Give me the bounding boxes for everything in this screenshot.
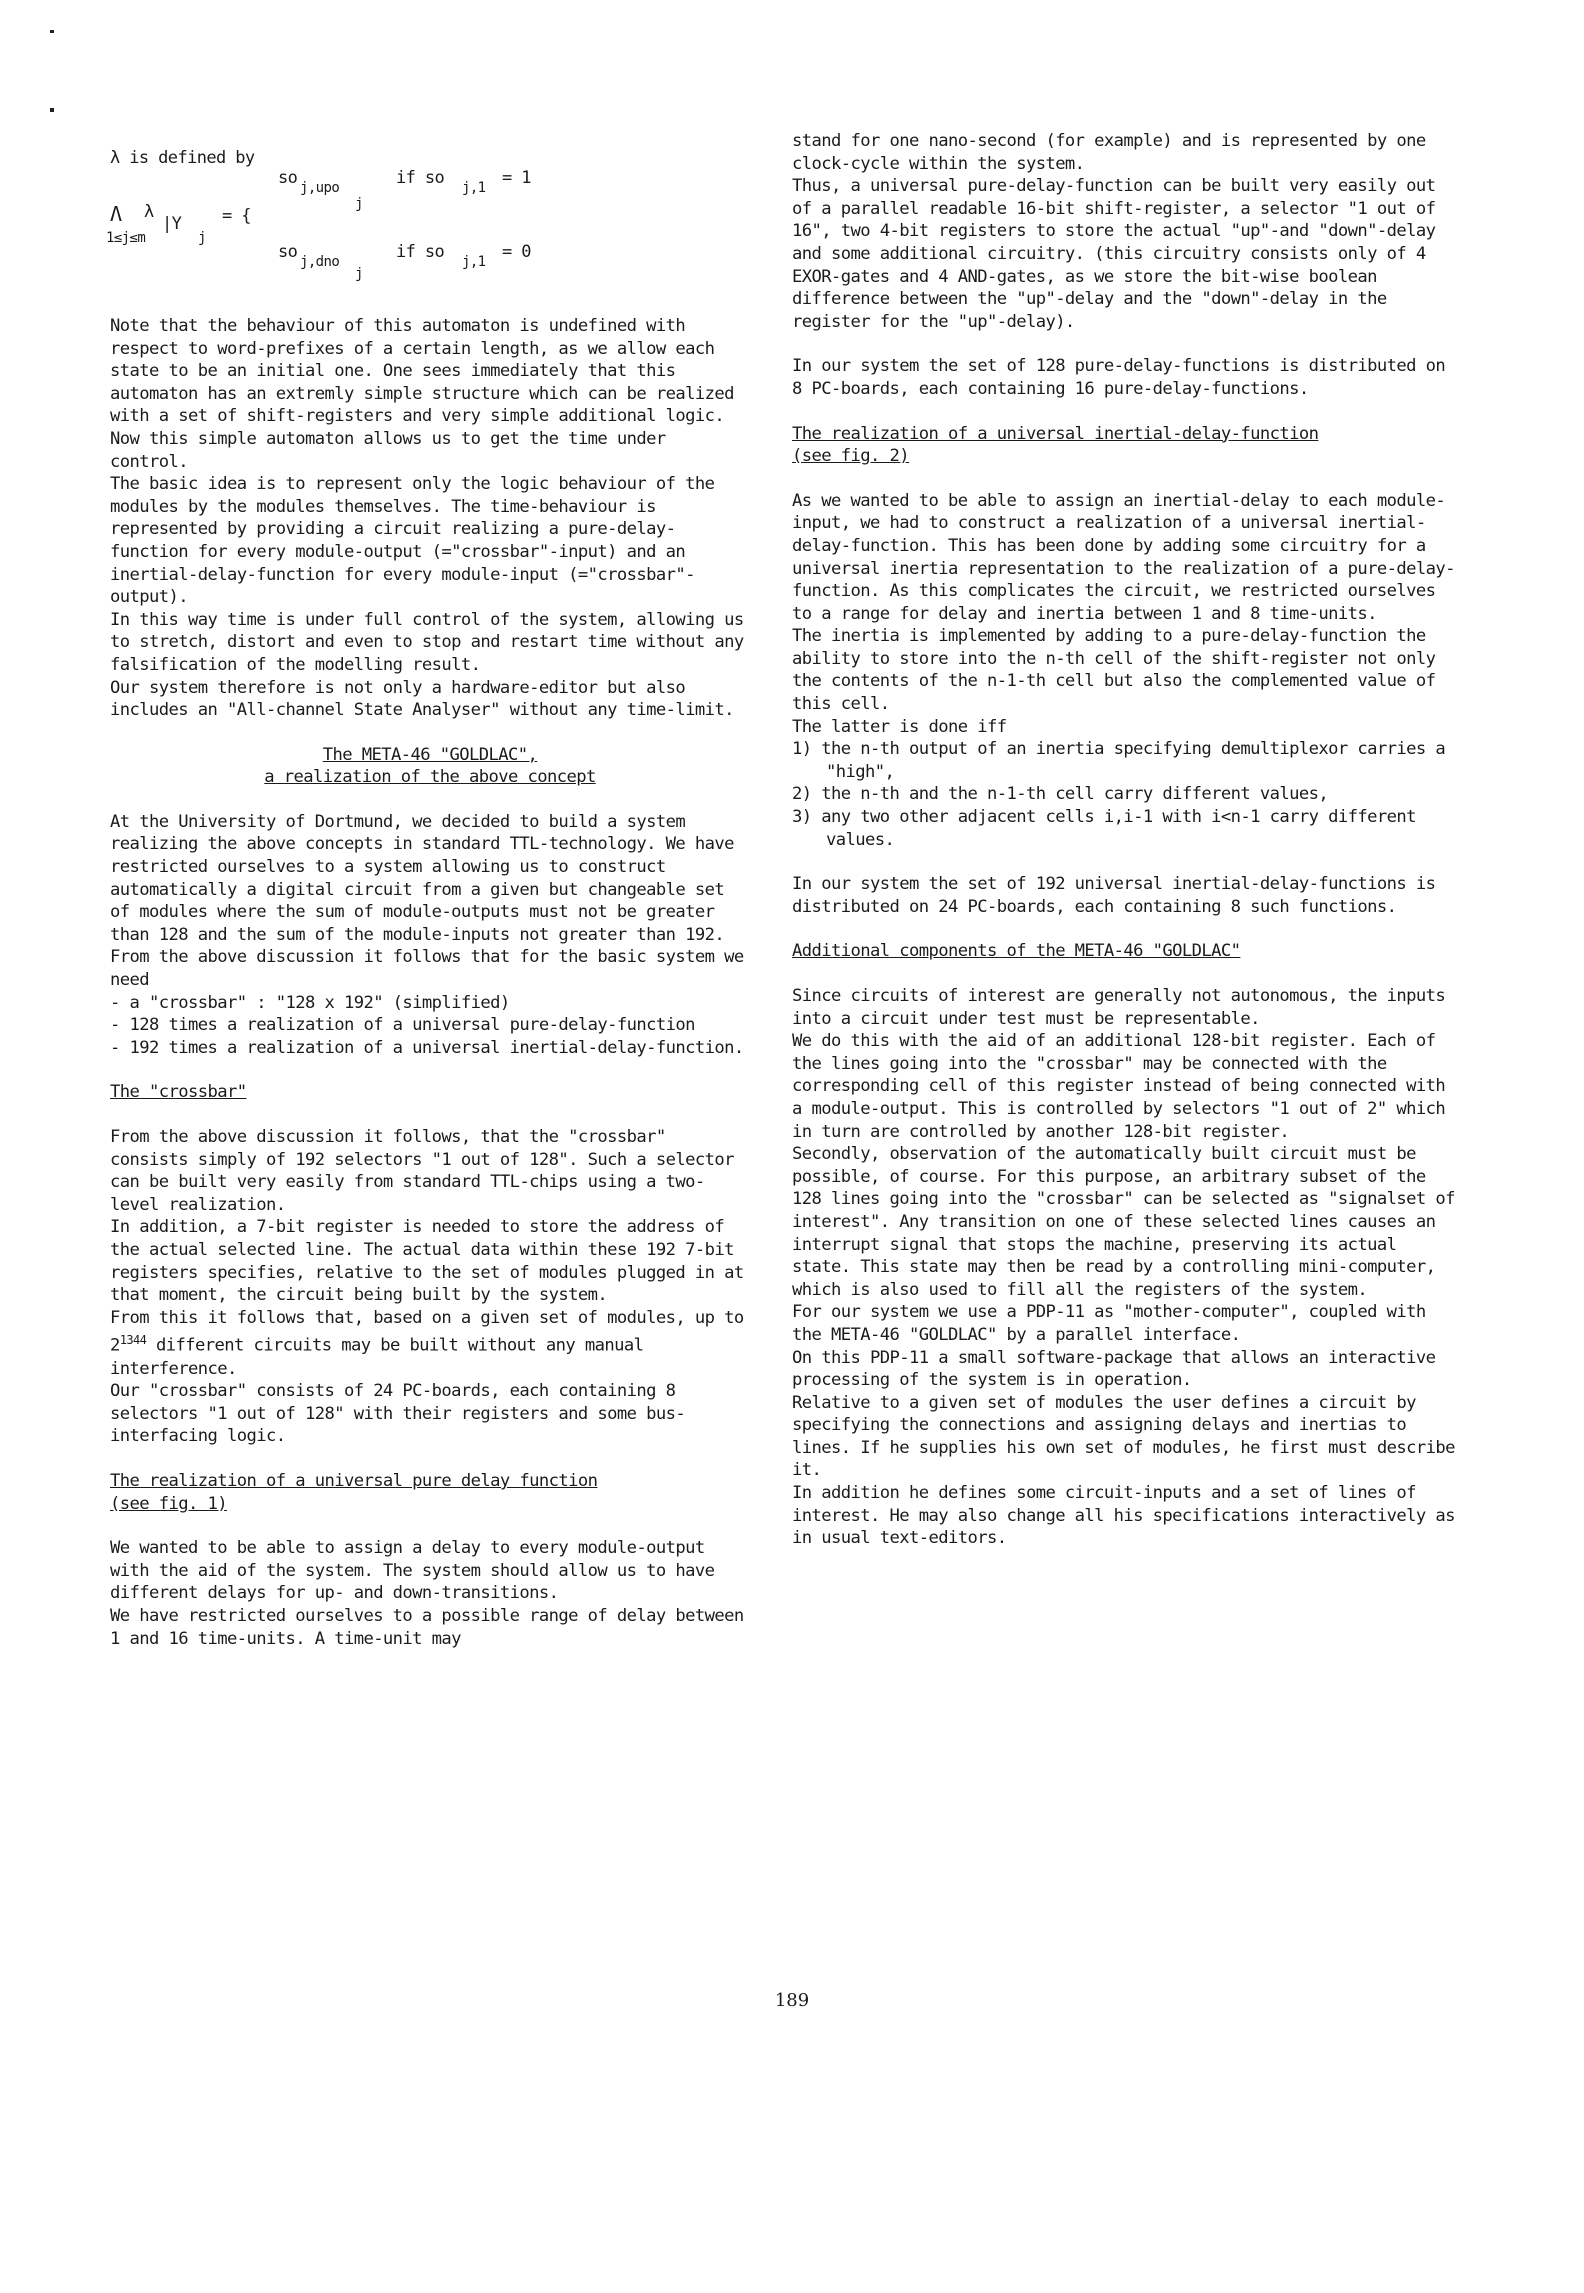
paragraph-crossbar-2: In addition, a 7-bit register is needed to store the address of the actual selected line. The actual data within these 192 7-bit registers specifies, relative to the set of modules plugged in at that moment, the circuit being built by the system. bbox=[110, 1217, 744, 1306]
list-item-crossbar: - a "crossbar" : "128 x 192" (simplified) bbox=[110, 992, 510, 1013]
paragraph-192-inertial: In our system the set of 192 universal inertial-delay-functions is distributed on 24 PC-boards, each containing 8 such functions. bbox=[792, 874, 1436, 917]
case2-subsub: j bbox=[355, 266, 363, 282]
paragraph-crossbar-1: From the above discussion it follows, that the "crossbar" consists simply of 192 selectors "1 out of 128". Such a selector can be built very easily from standard TTL-chips using a two-level realization. bbox=[110, 1127, 734, 1215]
paragraph-our-system: Our system therefore is not only a hardware-editor but also includes an "All-channel State Analyser" without any time-limit. bbox=[110, 677, 734, 721]
paragraph-we-do: We do this with the aid of an additional 128-bit register. Each of the lines going into the "crossbar" may be connected with the corresponding cell of this register instead of being connected with a module-output. This is controlled by selectors "1 out of 2" which in turn are controlled by another 128-bit register. bbox=[792, 1031, 1446, 1142]
heading-crossbar: The "crossbar" bbox=[110, 1082, 247, 1103]
case1-subsub: j bbox=[355, 196, 363, 212]
scan-mark-top bbox=[50, 30, 54, 33]
formula-intro: λ is defined by bbox=[110, 148, 255, 168]
paragraph-pure-2: We have restricted ourselves to a possible range of delay between 1 and 16 time-units. A time-unit may bbox=[110, 1606, 744, 1649]
case1-cond: if so bbox=[396, 168, 445, 188]
left-column bbox=[106, 135, 750, 1650]
paragraph-basic-idea: The basic idea is to represent only the logic behaviour of the modules by the modules themselves. The time-behaviour is represented by providing a circuit realizing a pure-delay-function for every module-output (="crossbar"-input) and an inertial-delay-function for every module-input (="crossbar"-output). bbox=[110, 474, 715, 608]
heading-meta-line1: The META-46 "GOLDLAC", bbox=[322, 744, 538, 765]
paragraph-now: Now this simple automaton allows us to get the time under control. bbox=[110, 428, 666, 472]
paragraph-in-this-way: In this way time is under full control of the system, allowing us to stretch, distort and even to stop and restart time without any falsification of the modelling result. bbox=[110, 609, 744, 675]
right-column bbox=[792, 130, 1464, 1550]
case2-sub: j,dno bbox=[300, 254, 340, 270]
list-item-inertial-delay: - 192 times a realization of a universal inertial-delay-function. bbox=[110, 1037, 744, 1058]
heading-additional-components: Additional components of the META-46 "GOLDLAC" bbox=[792, 941, 1241, 962]
paragraph-note: Note that the behaviour of this automaton is undefined with respect to word-prefixes of a certain length, as we allow each state to be an initial one. One sees immediately that this automaton has an extremly simple structure which can be realized with a set of shift-registers and very simple additional logic. bbox=[110, 316, 734, 427]
paragraph-from-above: From the above discussion it follows that for the basic system we need bbox=[110, 947, 744, 991]
paragraph-crossbar-4: Our "crossbar" consists of 24 PC-boards, each containing 8 selectors "1 out of 128" with their registers and some bus-interfacing logic. bbox=[110, 1381, 686, 1447]
paragraph-since: Since circuits of interest are generally not autonomous, the inputs into a circuit under test must be representable. bbox=[792, 986, 1446, 1029]
heading-pure-delay-line1: The realization of a universal pure delay function bbox=[110, 1471, 598, 1492]
heading-inertial-line2: (see fig. 2) bbox=[792, 446, 909, 467]
case1-cond-sub: j,1 bbox=[462, 180, 486, 196]
formula-bar: |Y bbox=[162, 214, 182, 234]
paragraph-relative: Relative to a given set of modules the user defines a circuit by specifying the connections and assigning delays and inertias to lines. If he supplies his own set of modules, he first must describe it. bbox=[792, 1392, 1455, 1481]
formula-lambda: λ bbox=[144, 202, 154, 222]
lambda-definition-formula bbox=[106, 135, 750, 282]
paragraph-in-addition: In addition he defines some circuit-inputs and a set of lines of interest. He may also change all his specifications interactively as in usual text-editors. bbox=[792, 1483, 1455, 1549]
crossbar-3-part-b: different circuits may be built without any manual interference. bbox=[110, 1336, 644, 1379]
paragraph-crossbar-3 bbox=[110, 1307, 750, 1381]
iff-item-3: 3) any two other adjacent cells i,i-1 with i<n-1 carry different values. bbox=[792, 807, 1416, 850]
paragraph-dortmund: At the University of Dortmund, we decided to build a system realizing the above concepts in standard TTL-technology. We have restricted ourselves to a system allowing us to construct automatically a digital circuit from a given but changeable set of modules where the sum of module-outputs must not be greater than 128 and the sum of the module-inputs not greater than 192. bbox=[110, 811, 734, 945]
list-item-pure-delay: - 128 times a realization of a universal pure-delay-function bbox=[110, 1015, 695, 1036]
paragraph-thus: Thus, a universal pure-delay-function can be built very easily out of a parallel readable 16-bit shift-register, a selector "1 out of 16", two 4-bit registers to store the actual "up"-and "down"-delay and some additional circuitry. (this circuitry consists only of 4 EXOR-gates and 4 AND-gates, as we store the bit-wise boolean difference between the "up"-delay and the "down"-delay in the register for the "up"-delay). bbox=[792, 176, 1436, 332]
scan-mark-bottom bbox=[50, 108, 54, 112]
heading-pure-delay-line2: (see fig. 1) bbox=[110, 1493, 227, 1514]
case1-value: so bbox=[278, 168, 298, 188]
paragraph-inertial-1: As we wanted to be able to assign an inertial-delay to each module-input, we had to construct a realization of a universal inertial-delay-function. This has been done by adding some circuitry for a universal inertia representation to the realization of a pure-delay-function. As this complicates the circuit, we restricted ourselves to a range for delay and inertia between 1 and 8 time-units. bbox=[792, 490, 1455, 624]
page-number: 189 bbox=[774, 1990, 810, 2011]
case2-value: so bbox=[278, 242, 298, 262]
paragraph-secondly: Secondly, observation of the automatically built circuit must be possible, of course. For this purpose, an arbitrary subset of the 128 lines going into the "crossbar" can be selected as "signalset of interest". Any transition on one of these selected lines causes an interrupt signal that stops the machine, preserving its actual state. This state may then be read by a controlling mini-computer, which is also used to fill all the registers of the system. bbox=[792, 1144, 1455, 1300]
formula-range: 1≤j≤m bbox=[106, 230, 146, 246]
case2-cond-rhs: = 0 bbox=[502, 242, 531, 262]
case2-cond-sub: j,1 bbox=[462, 254, 486, 270]
crossbar-3-exponent: 1344 bbox=[119, 1333, 147, 1348]
paragraph-pure-1: We wanted to be able to assign a delay to every module-output with the aid of the system. The system should allow us to have different delays for up- and down-transitions. bbox=[110, 1538, 715, 1604]
case1-sub: j,upo bbox=[300, 180, 340, 196]
paragraph-stand: stand for one nano-second (for example) and is represented by one clock-cycle within the system. bbox=[792, 131, 1426, 174]
case1-cond-rhs: = 1 bbox=[502, 168, 531, 188]
iff-item-1: 1) the n-th output of an inertia specifying demultiplexor carries a "high", bbox=[792, 739, 1446, 782]
formula-wedge: Λ bbox=[110, 202, 122, 226]
paragraph-latter: The latter is done iff bbox=[792, 716, 1007, 737]
formula-eq: = { bbox=[222, 206, 251, 226]
paragraph-pdp: For our system we use a PDP-11 as "mother-computer", coupled with the META-46 "GOLDLAC" by a parallel interface. bbox=[792, 1302, 1426, 1345]
heading-meta-line2: a realization of the above concept bbox=[264, 767, 596, 788]
crossbar-3-part-a: From this it follows that, based on a given set of modules, up to 2 bbox=[110, 1307, 744, 1357]
formula-bar-sub: j bbox=[198, 230, 206, 246]
iff-item-2: 2) the n-th and the n-1-th cell carry different values, bbox=[792, 784, 1329, 805]
case2-cond: if so bbox=[396, 242, 445, 262]
paragraph-inertial-2: The inertia is implemented by adding to a pure-delay-function the ability to store into the n-th cell of the shift-register not only the contents of the n-1-th cell but also the complemented value of this cell. bbox=[792, 626, 1436, 715]
paragraph-on-this: On this PDP-11 a small software-package that allows an interactive processing of the system is in operation. bbox=[792, 1347, 1436, 1391]
paragraph-128-pure: In our system the set of 128 pure-delay-functions is distributed on 8 PC-boards, each containing 16 pure-delay-functions. bbox=[792, 356, 1446, 399]
heading-inertial-line1: The realization of a universal inertial-delay-function bbox=[792, 423, 1319, 444]
